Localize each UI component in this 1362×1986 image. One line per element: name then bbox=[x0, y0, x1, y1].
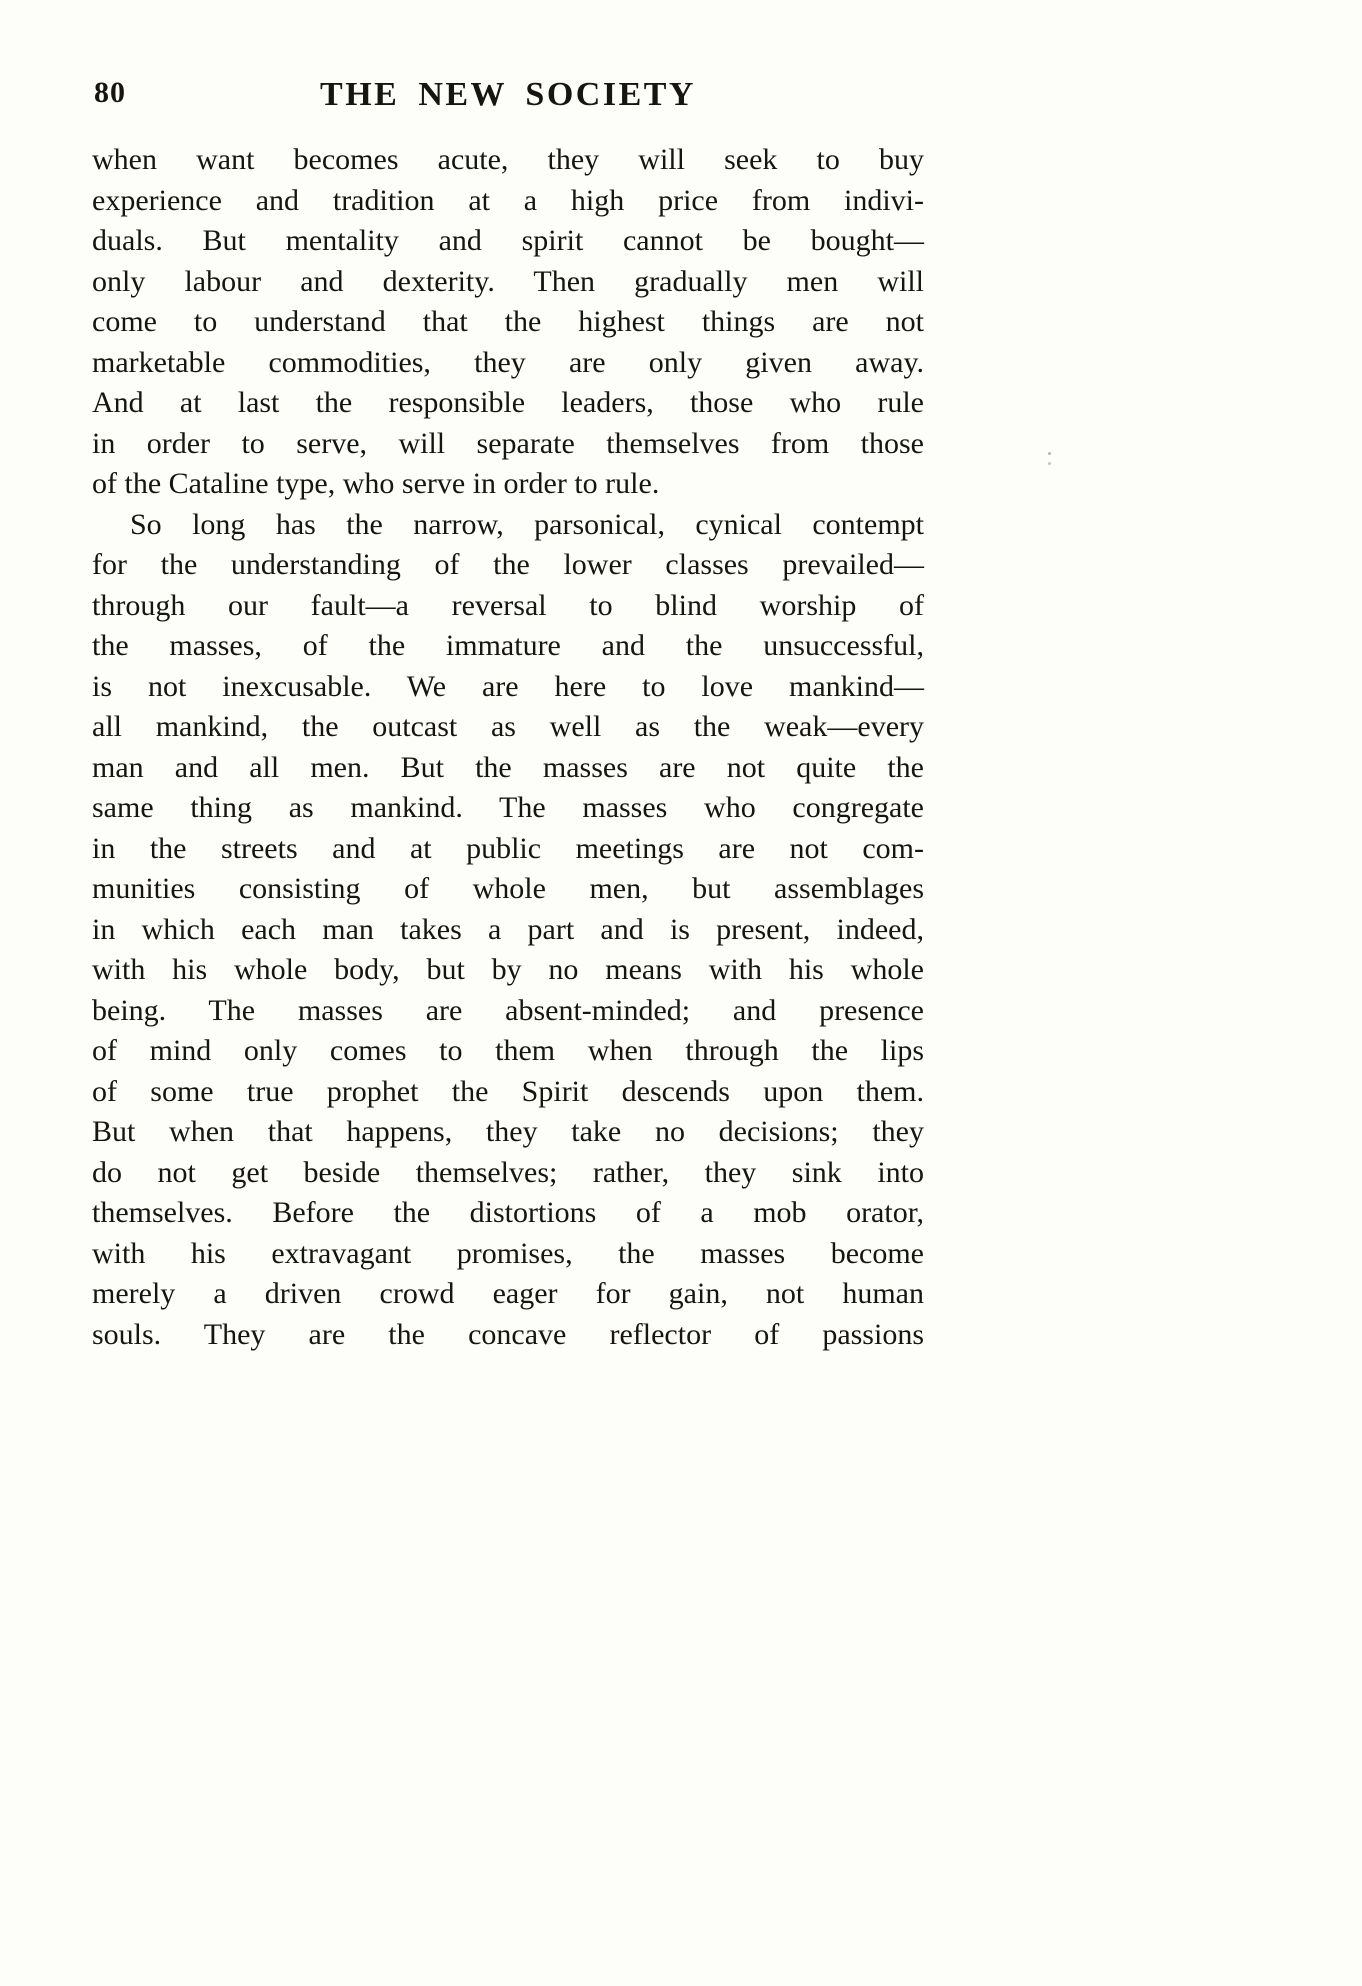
text-line: for the understanding of the lower classes prevailed— bbox=[92, 548, 924, 581]
text-line: man and all men. But the masses are not quite the bbox=[92, 750, 924, 784]
text-line: in which each man takes a part and is present, indeed, bbox=[92, 912, 924, 946]
text-line: But when that happens, they take no decisions; they bbox=[92, 1115, 924, 1148]
paragraph bbox=[92, 140, 924, 505]
text-line: is not inexcusable. We are here to love mankind— bbox=[92, 669, 924, 703]
text-line: all mankind, the outcast as well as the weak—every bbox=[92, 710, 924, 743]
text-line: munities consisting of whole men, but assemblages bbox=[92, 872, 924, 905]
text-line: of the Cataline type, who serve in order to rule. bbox=[92, 467, 660, 500]
page-header bbox=[92, 72, 924, 118]
text-line: themselves. Before the distortions of a mob orator, bbox=[92, 1196, 924, 1229]
paragraph bbox=[92, 505, 924, 1356]
text-line: with his whole body, but by no means with his whole bbox=[92, 953, 924, 986]
text-line: with his extravagant promises, the masses become bbox=[92, 1236, 924, 1270]
text-line: of some true prophet the Spirit descends upon them. bbox=[92, 1074, 924, 1108]
text-line: the masses, of the immature and the unsuccessful, bbox=[92, 629, 924, 662]
page-number: 80 bbox=[94, 76, 126, 109]
text-line: experience and tradition at a high price from indivi- bbox=[92, 183, 924, 217]
text-line: marketable commodities, they are only given away. bbox=[92, 345, 924, 379]
text-line: merely a driven crowd eager for gain, not human bbox=[92, 1277, 924, 1310]
text-column bbox=[92, 72, 924, 1355]
text-line: And at last the responsible leaders, those who rule bbox=[92, 386, 924, 419]
text-line: duals. But mentality and spirit cannot be bought— bbox=[92, 224, 924, 257]
text-line: souls. They are the concave reflector of passions bbox=[92, 1317, 924, 1351]
text-line: same thing as mankind. The masses who congregate bbox=[92, 791, 924, 824]
text-line: do not get beside themselves; rather, they sink into bbox=[92, 1155, 924, 1189]
text-block bbox=[92, 140, 924, 1355]
page-title: THE NEW SOCIETY bbox=[320, 76, 696, 113]
text-line: in order to serve, will separate themselves from those bbox=[92, 426, 924, 460]
text-line: in the streets and at public meetings are not com- bbox=[92, 831, 924, 865]
text-line: only labour and dexterity. Then gradually men will bbox=[92, 264, 924, 298]
text-line: through our fault—a reversal to blind worship of bbox=[92, 588, 924, 622]
text-line: being. The masses are absent-minded; and presence bbox=[92, 993, 924, 1027]
text-line: when want becomes acute, they will seek to buy bbox=[92, 143, 924, 176]
text-line: come to understand that the highest things are not bbox=[92, 305, 924, 338]
text-line: So long has the narrow, parsonical, cynical contempt bbox=[130, 507, 924, 541]
scan-artifact bbox=[1048, 452, 1051, 455]
text-line: of mind only comes to them when through the lips bbox=[92, 1034, 924, 1067]
